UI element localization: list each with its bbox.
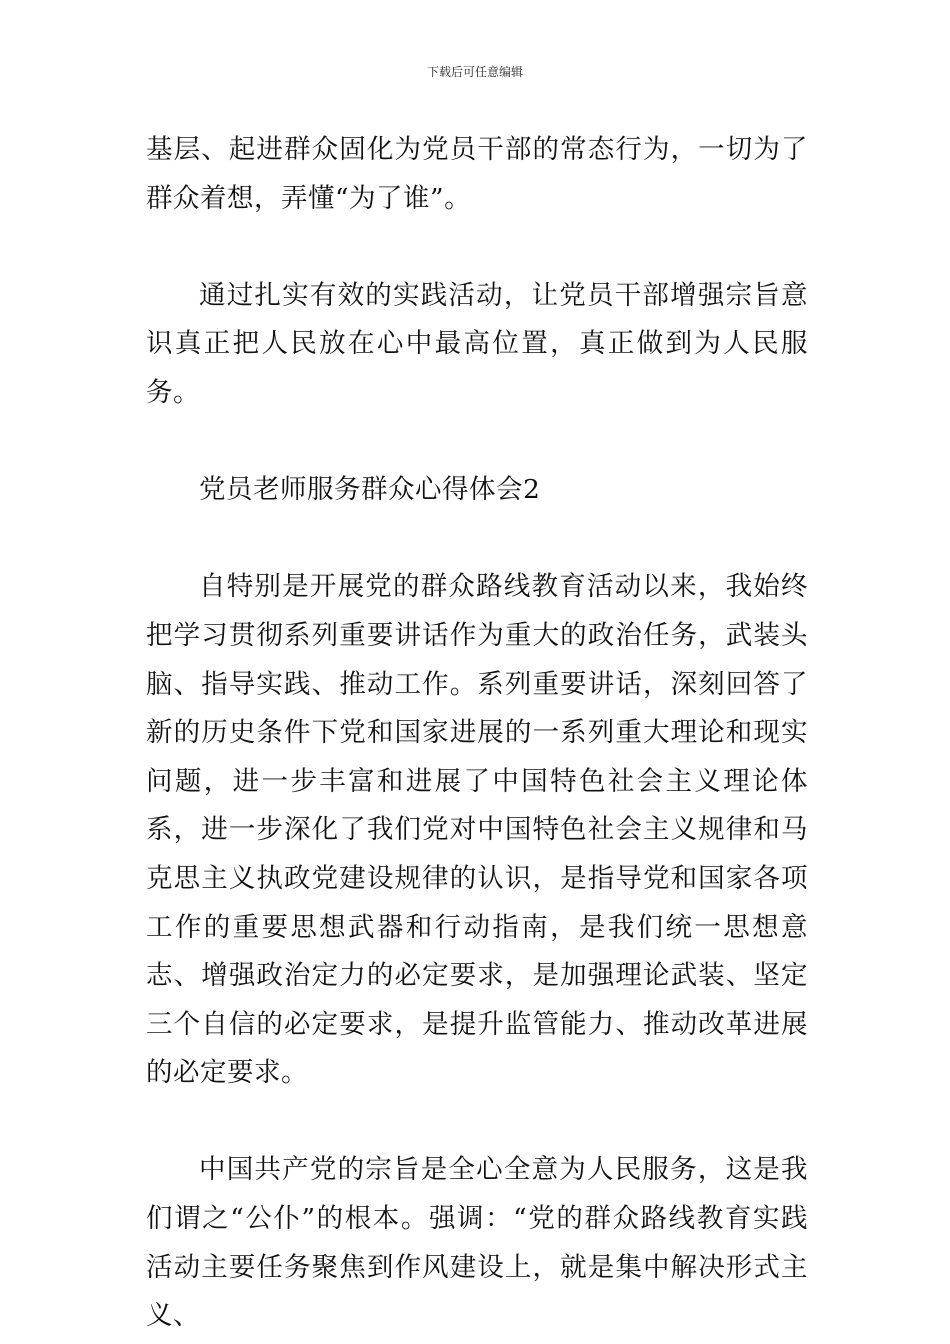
section-heading: 党员老师服务群众心得体会2 (199, 474, 541, 506)
paragraph-gap (146, 223, 808, 272)
page-header: 下载后可任意编辑 (426, 65, 523, 79)
document-body (146, 126, 808, 1341)
paragraph-1: 基层、起进群众固化为党员干部的常态行为，一切为了群众着想，弄懂“为了谁”。 (146, 134, 808, 214)
paragraph-3: 自特别是开展党的群众路线教育活动以来，我始终把学习贯彻系列重要讲话作为重大的政治任务，武装头脑、指导实践、推动工作。系列重要讲话，深刻回答了新的历史条件下党和国家进展的一系列重大理论和现实问题，进一步丰富和进展了中国特色社会主义理论体系，进一步深化了我们党对中国特色社会主义规律和马克思主义执政党建设规律的认识，是指导党和国家各项工作的重要思想武器和行动指南，是我们统一思想意志、增强政治定力的必定要求，是加强理论武装、坚定三个自信的必定要求，是提升监管能力、推动改革进展的必定要求。 (146, 571, 808, 1089)
paragraph-2: 通过扎实有效的实践活动，让党员干部增强宗旨意识真正把人民放在心中最高位置，真正做到为人民服务。 (146, 279, 808, 408)
paragraph-gap (146, 515, 808, 564)
paragraph-4: 中国共产党的宗旨是全心全意为人民服务，这是我们谓之“公仆”的根本。强调：“党的群众路线教育实践活动主要任务聚焦到作风建设上，就是集中解决形式主义、 (146, 1154, 808, 1332)
paragraph-gap (146, 418, 808, 467)
paragraph-gap (146, 1098, 808, 1147)
